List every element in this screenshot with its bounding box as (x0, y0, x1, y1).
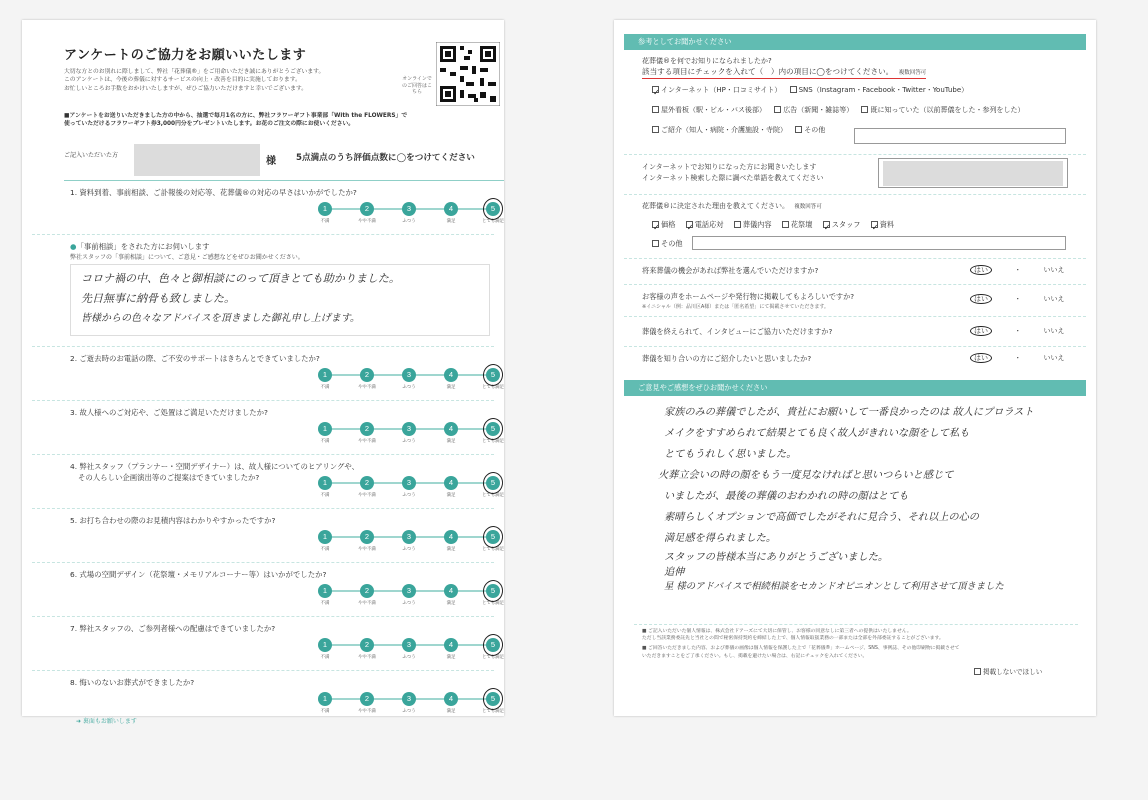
handwritten-line: 素晴らしくオプションで高価でしたがそれに見合う、それ以上の心の (664, 512, 979, 523)
rating-option[interactable]: 4 (444, 202, 458, 216)
rating-option[interactable]: 3 (402, 368, 416, 382)
option-label: 花祭壇 (790, 220, 813, 229)
reason-other[interactable] (652, 239, 683, 248)
checkbox-checked-icon[interactable] (823, 221, 830, 228)
rating-option-label: 不満 (320, 655, 330, 660)
rating-option-label: 不満 (320, 439, 330, 444)
gift-line: ■アンケートをお送りいただきました方の中から、抽選で毎月1名の方に、弊社フラワーギフト事業部「With the FLOWERS」で (64, 113, 408, 119)
rating-option[interactable]: 3 (402, 692, 416, 706)
rating-option-label: ふつう (402, 385, 416, 390)
rating-scale-q1[interactable] (310, 202, 504, 228)
question-8: 8. 悔いのないお葬式ができましたか? (70, 678, 195, 687)
rating-scale-q5[interactable] (310, 530, 504, 556)
checkbox-icon[interactable] (782, 221, 789, 228)
rating-scale-q3[interactable] (310, 422, 504, 448)
rating-option-label: ふつう (402, 655, 416, 660)
rating-option[interactable]: 1 (318, 202, 332, 216)
rating-option-label: やや不満 (358, 493, 376, 498)
option-label: 葬儀内容 (742, 220, 772, 229)
checkbox-icon[interactable] (652, 126, 659, 133)
rating-option-label: とても満足 (482, 385, 504, 390)
no-option[interactable]: いいえ (1043, 354, 1065, 362)
no-option[interactable]: いいえ (1043, 266, 1065, 274)
rating-option-label: 満足 (446, 601, 456, 606)
rating-option-label: ふつう (402, 439, 416, 444)
rating-option[interactable]: 4 (444, 692, 458, 706)
handwritten-line: 家族のみの葬儀でしたが、貴社にお願いして一番良かったのは 故人にプロラスト (664, 407, 1034, 418)
rating-option-label: やや不満 (358, 439, 376, 444)
source-question: 花葬儀®を何でお知りになられましたか? (642, 57, 772, 65)
rating-option-label: 不満 (320, 219, 330, 224)
bullet-icon: ● (70, 242, 77, 251)
checkbox-icon[interactable] (734, 221, 741, 228)
yes-option-selected[interactable]: はい (970, 294, 992, 304)
reason-content[interactable] (734, 220, 772, 229)
rating-option[interactable]: 2 (360, 584, 374, 598)
yn-question-2-note: ※イニシャル（例：品川区A様）または「匿名希望」にて掲載させていただきます。 (642, 304, 829, 310)
rating-option-label: 満足 (446, 439, 456, 444)
question-4-line: その人らしい企画演出等のご提案はできていましたか? (78, 473, 260, 483)
checkbox-icon[interactable] (652, 240, 659, 247)
yes-option-selected[interactable]: はい (970, 265, 992, 275)
option-label: 電話応対 (694, 220, 724, 229)
rating-option-label: 満足 (446, 493, 456, 498)
option-label: 屋外看板（駅・ビル・バス後部） (661, 106, 766, 114)
rating-option-label: やや不満 (358, 601, 376, 606)
rating-option[interactable]: 5 (486, 202, 500, 216)
intro-text (64, 68, 404, 93)
no-option[interactable]: いいえ (1043, 295, 1065, 303)
rating-option[interactable]: 5 (486, 692, 500, 706)
rating-option[interactable]: 4 (444, 638, 458, 652)
comments-box[interactable] (634, 398, 1078, 616)
survey-title: アンケートのご協力をお願いいたします (64, 48, 307, 63)
rating-option[interactable]: 5 (486, 638, 500, 652)
rating-option[interactable]: 4 (444, 476, 458, 490)
divider (32, 400, 494, 401)
yn-question-1: 将来葬儀の機会があれば弊社を選んでいただけますか? (642, 266, 819, 275)
rating-option[interactable]: 2 (360, 476, 374, 490)
option-known[interactable] (861, 106, 1024, 114)
page-turn-note: ➜ 裏面もお願いします (76, 718, 137, 725)
separator-dot: ・ (1014, 266, 1022, 274)
checkbox-icon[interactable] (974, 668, 981, 675)
divider (64, 180, 504, 181)
rating-option[interactable]: 3 (402, 422, 416, 436)
rating-option-label: やや不満 (358, 709, 376, 714)
internet-keyword-question (642, 162, 823, 184)
separator-dot: ・ (1014, 295, 1022, 303)
intro-line: このアンケートは、今後の葬儀に対するサービスの向上・改善を目的に実施しております。 (64, 77, 301, 84)
yn-answer-3[interactable] (970, 326, 1064, 336)
option-label: その他 (661, 239, 683, 248)
rating-option[interactable]: 4 (444, 422, 458, 436)
qr-code-icon[interactable] (436, 42, 500, 106)
rating-option[interactable]: 5 (486, 422, 500, 436)
honorific: 様 (266, 156, 276, 167)
consult-answer (81, 269, 400, 329)
privacy-line: ■ ご回答いただきました内容、および葬儀の画像は個人情報を保護した上で「花葬儀®」ホームページ、SNS、事例誌、その他印刷物に掲載させて (642, 646, 960, 652)
reason-other-field[interactable] (692, 236, 1066, 250)
rating-option-label: とても満足 (482, 439, 504, 444)
rating-option[interactable]: 3 (402, 476, 416, 490)
consult-answer-box[interactable] (70, 264, 490, 336)
consult-question: 弊社スタッフの「事前相談」について、ご意見・ご感想などをぜひお聞かせください。 (70, 254, 304, 261)
gift-notice (64, 112, 504, 129)
option-label: スタッフ (831, 220, 861, 229)
divider (624, 346, 1086, 347)
handwritten-line: 先日無事に納骨も致しました。 (81, 292, 235, 305)
redacted-name (134, 144, 260, 176)
handwritten-line: いましたが、最後の葬儀のおわかれの時の顔はとても (664, 491, 909, 502)
rating-option-label: ふつう (402, 601, 416, 606)
rating-option[interactable]: 3 (402, 530, 416, 544)
internet-question-line: インターネットでお知りになった方にお聞きいたします (642, 163, 817, 171)
handwritten-line: 追伸 (664, 567, 685, 578)
multi-answer-note: 複数回答可 (794, 204, 822, 210)
option-label: 価格 (661, 220, 676, 229)
consult-heading (70, 241, 210, 252)
source-instruction-text: 該当する項目にチェックを入れて（ ）内の項目に◯をつけてください。 (642, 67, 894, 76)
handwritten-line: スタッフの皆様本当にありがとうございました。 (664, 552, 889, 563)
option-other[interactable] (795, 126, 825, 134)
rating-option[interactable]: 4 (444, 530, 458, 544)
rating-option-label: やや不満 (358, 547, 376, 552)
divider (624, 154, 1086, 155)
rating-option[interactable]: 1 (318, 530, 332, 544)
handwritten-line: 皆様からの色々なアドバイスを頂きました御礼申し上げます。 (81, 313, 360, 324)
rating-option-label: 満足 (446, 385, 456, 390)
rating-option[interactable]: 5 (486, 476, 500, 490)
reason-price[interactable] (652, 220, 675, 229)
rating-option-label: 不満 (320, 385, 330, 390)
option-label: インターネット（HP・口コミサイト） (661, 86, 782, 94)
rating-option-label: ふつう (402, 219, 416, 224)
rating-option-label: とても満足 (482, 655, 504, 660)
source-instruction (642, 66, 926, 79)
question-1: 1. 資料到着、事前相談、ご訃報後の対応等、花葬儀®の対応の早さはいかがでしたか? (70, 188, 357, 197)
rating-option-label: とても満足 (482, 219, 504, 224)
rating-option[interactable]: 1 (318, 584, 332, 598)
divider (32, 346, 494, 347)
question-3: 3. 故人様へのご対応や、ご処置はご満足いただけましたか? (70, 408, 268, 417)
rating-option[interactable]: 1 (318, 422, 332, 436)
gift-line: 使っていただけるフラワーギフト券3,000円分をプレゼントいたします。お花のご注文の際にお使いください。 (64, 121, 355, 128)
checkbox-icon[interactable] (652, 106, 659, 113)
rating-option-label: 満足 (446, 655, 456, 660)
no-publish-label: 掲載しないでほしい (983, 668, 1043, 676)
rating-option-label: とても満足 (482, 493, 504, 498)
privacy-line: ただし当該業務委託先と当社との間で秘密保持契約を締結した上で、個人情報取扱業務の一部または全部を外部委託することがございます。 (642, 636, 944, 642)
handwritten-line: 火葬立会いの時の顔をもう一度見なければと思いつらいと感じて (658, 470, 954, 481)
yn-answer-1[interactable] (970, 265, 1064, 275)
option-ad[interactable] (774, 106, 853, 114)
internet-question-line: インターネット検索した際に調べた単語を教えてください (642, 173, 824, 182)
survey-page-front (22, 20, 504, 725)
rating-option-label: ふつう (402, 547, 416, 552)
yes-option-selected[interactable]: はい (970, 326, 992, 336)
option-label: 既に知っていた（以前葬儀をした・参列をした） (870, 106, 1025, 114)
privacy-notice (642, 628, 1082, 660)
search-keyword-field[interactable] (878, 158, 1068, 188)
rating-option[interactable]: 1 (318, 638, 332, 652)
rating-option[interactable]: 5 (486, 368, 500, 382)
handwritten-line: メイクをすすめられて結果とても良く故人がきれいな顔をして私も (664, 428, 970, 439)
checkbox-icon[interactable] (790, 86, 797, 93)
yn-question-3: 葬儀を終えられて、インタビューにご協力いただけますか? (642, 327, 833, 336)
rating-scale-q2[interactable] (310, 368, 504, 394)
rating-option[interactable]: 2 (360, 422, 374, 436)
rating-option[interactable]: 5 (486, 584, 500, 598)
section-header-reference: 参考としてお聞かせください (624, 34, 1086, 50)
question-2: 2. ご逝去時のお電話の際、ご不安のサポートはきちんとできていましたか? (70, 354, 320, 363)
divider (32, 616, 494, 617)
divider (32, 508, 494, 509)
multi-answer-note: 複数回答可 (898, 70, 927, 76)
option-label: 広告（新聞・雑誌等） (783, 106, 854, 114)
rating-option[interactable]: 2 (360, 638, 374, 652)
privacy-line: ■ ご記入いただいた個人情報は、株式会社ドアーズにて大切に保管し、お客様の同意なしに第三者への提供はいたしません。 (642, 629, 912, 634)
question-7: 7. 弊社スタッフの、ご参列者様への配慮はできていましたか? (70, 624, 276, 633)
rating-option-label: ふつう (402, 493, 416, 498)
rating-option-label: 不満 (320, 493, 330, 498)
section-header-comments: ご意見やご感想をぜひお聞かせください (624, 380, 1086, 396)
yes-option-selected[interactable]: はい (970, 353, 992, 363)
rating-scale-q6[interactable] (310, 584, 504, 610)
survey-page-back (614, 20, 1096, 716)
divider (624, 258, 1086, 259)
checkbox-icon[interactable] (795, 126, 802, 133)
divider (624, 284, 1086, 285)
rating-option-label: ふつう (402, 709, 416, 714)
qr-caption: オンラインでのご回答はこちら (401, 76, 432, 95)
rating-option[interactable]: 1 (318, 692, 332, 706)
rating-option[interactable]: 4 (444, 368, 458, 382)
rating-option-label: 不満 (320, 709, 330, 714)
intro-line: お忙しいところお手数をおかけいたしますが、ぜひご協力いただけますと幸いでございます。 (64, 85, 308, 92)
rating-option-label: 不満 (320, 547, 330, 552)
rating-option-label: やや不満 (358, 385, 376, 390)
divider (624, 316, 1086, 317)
rating-option-label: 満足 (446, 709, 456, 714)
checkbox-icon[interactable] (774, 106, 781, 113)
divider (32, 562, 494, 563)
rating-option[interactable]: 3 (402, 638, 416, 652)
rating-option[interactable]: 5 (486, 530, 500, 544)
source-other-field[interactable] (854, 128, 1066, 144)
handwritten-line: 星 様のアドバイスで相続相談をセカンドオピニオンとして利用させて頂きました (664, 581, 1004, 592)
option-label: 資料 (879, 220, 895, 229)
rating-option-label: 満足 (446, 547, 456, 552)
option-outdoor[interactable] (652, 106, 766, 114)
rating-option[interactable]: 1 (318, 476, 332, 490)
redacted-keyword (883, 161, 1063, 186)
rating-option-label: とても満足 (482, 709, 504, 714)
consult-heading-text: 「事前相談」をされた方にお伺いします (76, 242, 210, 251)
name-label: ご記入いただいた方 (64, 152, 119, 159)
option-label: その他 (804, 126, 826, 134)
handwritten-line: 満足感を得られました。 (664, 533, 777, 544)
option-label: SNS（Instagram・Facebook・Twitter・YouTube） (798, 86, 969, 94)
rating-option[interactable]: 2 (360, 202, 374, 216)
rating-scale-q8[interactable] (310, 692, 504, 718)
yn-question-4: 葬儀を知り合いの方にご紹介したいと思いましたか? (642, 354, 812, 363)
reason-question (642, 201, 822, 211)
checkbox-checked-icon[interactable] (652, 221, 659, 228)
separator-dot: ・ (1014, 327, 1022, 335)
rating-option[interactable]: 3 (402, 584, 416, 598)
divider (634, 624, 1078, 625)
intro-line: 大切な方とのお別れに際しまして、弊社「花葬儀®」をご用命いただき誠にありがとうございます。 (64, 69, 325, 75)
rating-option[interactable]: 1 (318, 368, 332, 382)
divider (32, 670, 494, 671)
rating-scale-q7[interactable] (310, 638, 504, 664)
reason-staff[interactable] (823, 220, 861, 229)
handwritten-line: とてもうれしく思いました。 (664, 449, 797, 460)
reason-materials[interactable] (871, 220, 894, 229)
no-option[interactable]: いいえ (1043, 327, 1065, 335)
handwritten-line: コロナ禍の中、色々と御相談にのって頂きとても助かりました。 (81, 272, 400, 285)
rating-option-label: やや不満 (358, 219, 376, 224)
question-4-line: 4. 弊社スタッフ（プランナー・空間デザイナー）は、故人様についてのヒアリングや、 (70, 462, 359, 471)
divider (624, 194, 1086, 195)
option-sns[interactable] (790, 86, 969, 94)
option-internet[interactable] (652, 86, 781, 94)
privacy-line: いただきますことをご了承ください。もし、掲載を避けたい場合は、右記にチェックを入れてください。 (642, 653, 868, 659)
question-6: 6. 式場の空間デザイン（花祭壇・メモリアルコーナー等）はいかがでしたか? (70, 570, 327, 579)
rating-option-label: 満足 (446, 219, 456, 224)
rating-option[interactable]: 2 (360, 692, 374, 706)
reason-altar[interactable] (782, 220, 813, 229)
respondent-name-row (64, 144, 284, 176)
rating-option-label: とても満足 (482, 547, 504, 552)
rating-option[interactable]: 4 (444, 584, 458, 598)
comments-answer (658, 402, 1034, 595)
checkbox-checked-icon[interactable] (652, 86, 659, 93)
yn-answer-2[interactable] (970, 294, 1064, 304)
checkbox-checked-icon[interactable] (871, 221, 878, 228)
rating-option[interactable]: 2 (360, 530, 374, 544)
checkbox-checked-icon[interactable] (686, 221, 693, 228)
rating-option-label: 不満 (320, 601, 330, 606)
checkbox-icon[interactable] (861, 106, 868, 113)
divider (32, 234, 494, 235)
rating-option[interactable]: 3 (402, 202, 416, 216)
option-label: ご紹介（知人・病院・介護施設・寺院） (661, 126, 787, 134)
option-referral[interactable] (652, 126, 787, 134)
separator-dot: ・ (1014, 354, 1022, 362)
reason-question-text: 花葬儀®に決定された理由を教えてください。 (642, 202, 789, 210)
rating-option-label: とても満足 (482, 601, 504, 606)
rating-option[interactable]: 2 (360, 368, 374, 382)
no-publish-option[interactable] (974, 666, 1042, 676)
rating-option-label: やや不満 (358, 655, 376, 660)
rating-instruction: 5点満点のうち評価点数に◯をつけてください (296, 153, 475, 163)
yn-question-2: お客様の声をホームページや発行物に掲載してもよろしいですか? (642, 292, 855, 301)
reason-phone[interactable] (686, 220, 724, 229)
divider (32, 454, 494, 455)
yn-answer-4[interactable] (970, 353, 1064, 363)
rating-scale-q4[interactable] (310, 476, 504, 502)
question-5: 5. お打ち合わせの際のお見積内容はわかりやすかったですか? (70, 516, 276, 525)
